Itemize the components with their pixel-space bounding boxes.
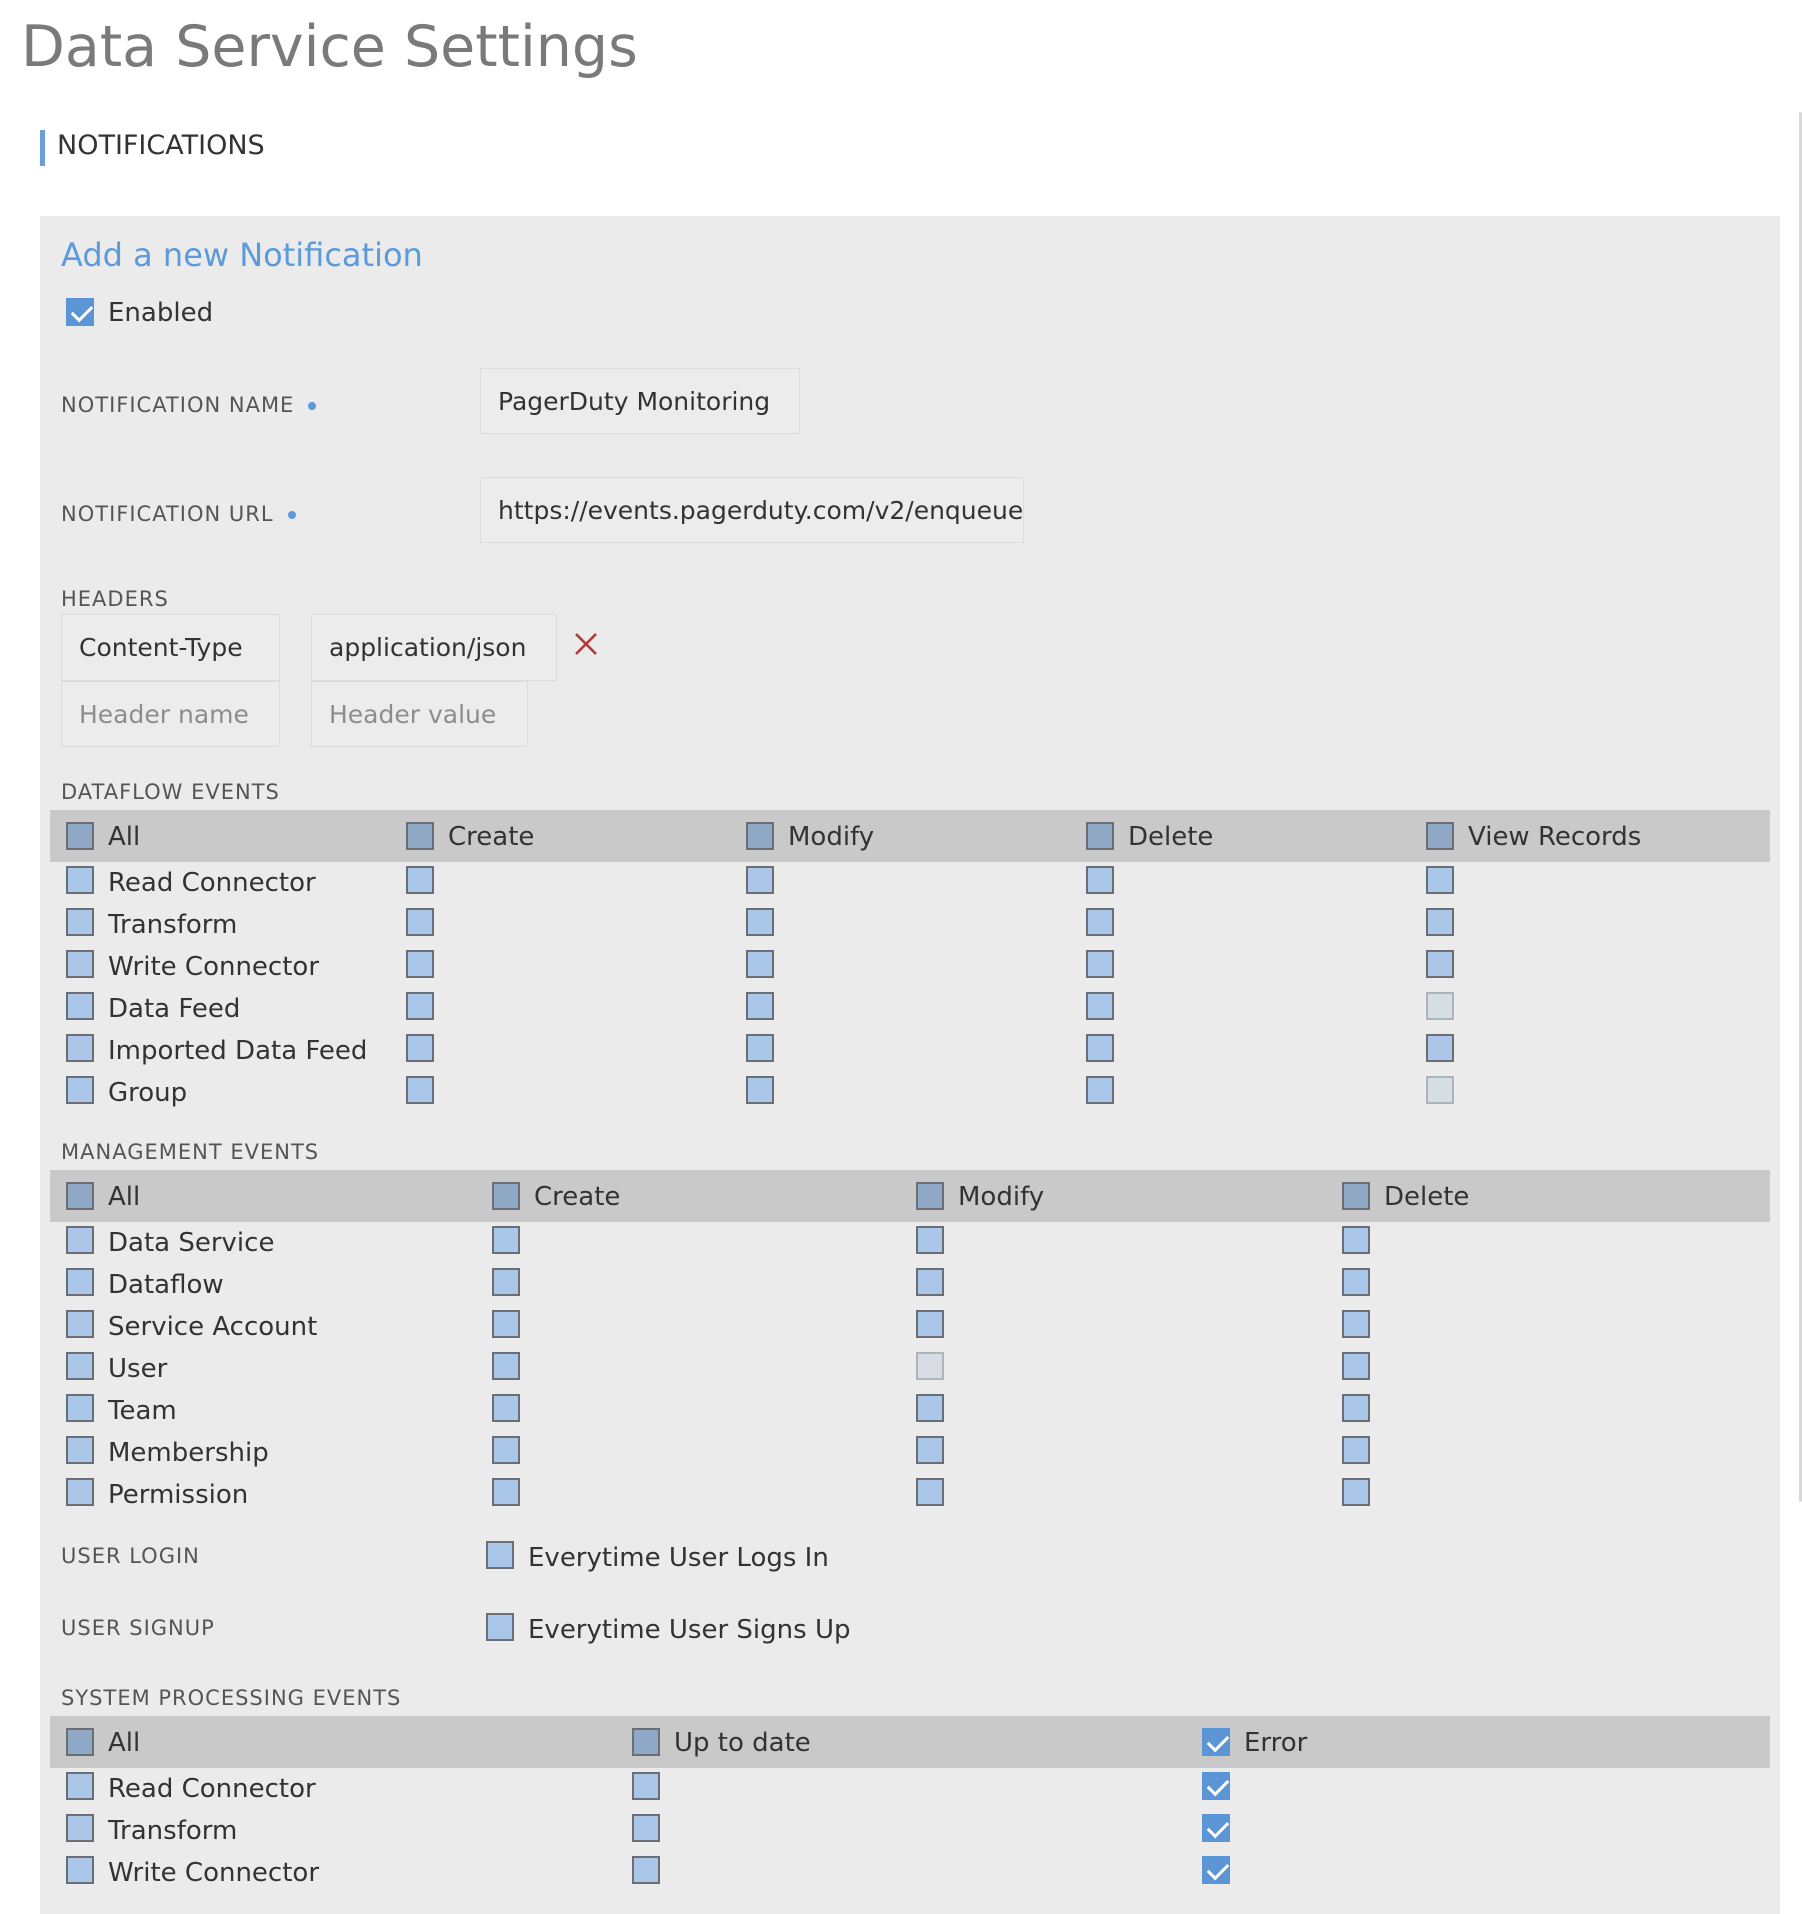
management-row-label: User	[108, 1354, 168, 1384]
system-transform-error-checkbox[interactable]	[1202, 1814, 1230, 1842]
dataflow-create-header-checkbox[interactable]	[406, 822, 434, 850]
dataflow-write-connector-checkbox[interactable]	[66, 950, 94, 978]
management-column-create: Create	[534, 1182, 621, 1212]
system-up-to-date-header-checkbox[interactable]	[632, 1728, 660, 1756]
dataflow-transform-modify-checkbox[interactable]	[746, 908, 774, 936]
dataflow-data-feed-view-records-checkbox	[1426, 992, 1454, 1020]
dataflow-transform-delete-checkbox[interactable]	[1086, 908, 1114, 936]
user-signup-checkbox[interactable]	[486, 1613, 514, 1641]
dataflow-column-modify: Modify	[788, 822, 875, 852]
management-user-modify-checkbox	[916, 1352, 944, 1380]
dataflow-group-view-records-checkbox	[1426, 1076, 1454, 1104]
system-row-label: Read Connector	[108, 1774, 316, 1804]
management-service-account-modify-checkbox[interactable]	[916, 1310, 944, 1338]
system-column-all: All	[108, 1728, 141, 1758]
management-membership-delete-checkbox[interactable]	[1342, 1436, 1370, 1464]
dataflow-write-connector-create-checkbox[interactable]	[406, 950, 434, 978]
dataflow-group-create-checkbox[interactable]	[406, 1076, 434, 1104]
close-icon[interactable]	[571, 629, 601, 659]
form-title: Add a new Notification	[61, 236, 423, 274]
dataflow-read-connector-checkbox[interactable]	[66, 866, 94, 894]
management-row-label: Data Service	[108, 1228, 275, 1258]
management-membership-create-checkbox[interactable]	[492, 1436, 520, 1464]
dataflow-group-delete-checkbox[interactable]	[1086, 1076, 1114, 1104]
management-dataflow-modify-checkbox[interactable]	[916, 1268, 944, 1296]
system-error-header-checkbox[interactable]	[1202, 1728, 1230, 1756]
system-header-row	[50, 1716, 1770, 1768]
dataflow-transform-checkbox[interactable]	[66, 908, 94, 936]
management-column-all: All	[108, 1182, 141, 1212]
management-user-create-checkbox[interactable]	[492, 1352, 520, 1380]
system-write-connector-error-checkbox[interactable]	[1202, 1856, 1230, 1884]
notification-url-input[interactable]: https://events.pagerduty.com/v2/enqueue	[480, 477, 1024, 543]
system-read-connector-up-to-date-checkbox[interactable]	[632, 1772, 660, 1800]
notification-url-label: NOTIFICATION URL	[61, 502, 296, 526]
management-all-header-checkbox[interactable]	[66, 1182, 94, 1210]
dataflow-column-view-records: View Records	[1468, 822, 1642, 852]
dataflow-imported-data-feed-create-checkbox[interactable]	[406, 1034, 434, 1062]
dataflow-row-label: Write Connector	[108, 952, 320, 982]
section-accent-bar	[40, 130, 45, 166]
management-row-label: Permission	[108, 1480, 249, 1510]
dataflow-read-connector-modify-checkbox[interactable]	[746, 866, 774, 894]
headers-label: HEADERS	[61, 587, 169, 611]
management-team-create-checkbox[interactable]	[492, 1394, 520, 1422]
dataflow-write-connector-modify-checkbox[interactable]	[746, 950, 774, 978]
dataflow-data-feed-modify-checkbox[interactable]	[746, 992, 774, 1020]
dataflow-row-label: Read Connector	[108, 868, 316, 898]
management-dataflow-checkbox[interactable]	[66, 1268, 94, 1296]
dataflow-row-label: Data Feed	[108, 994, 241, 1024]
dataflow-data-feed-checkbox[interactable]	[66, 992, 94, 1020]
system-row-label: Transform	[108, 1816, 238, 1846]
dataflow-write-connector-delete-checkbox[interactable]	[1086, 950, 1114, 978]
management-permission-create-checkbox[interactable]	[492, 1478, 520, 1506]
management-row-label: Team	[108, 1396, 177, 1426]
system-write-connector-up-to-date-checkbox[interactable]	[632, 1856, 660, 1884]
system-column-error: Error	[1244, 1728, 1308, 1758]
system-write-connector-checkbox[interactable]	[66, 1856, 94, 1884]
enabled-label: Enabled	[108, 298, 214, 328]
management-user-delete-checkbox[interactable]	[1342, 1352, 1370, 1380]
user-signup-label: USER SIGNUP	[61, 1616, 215, 1640]
dataflow-modify-header-checkbox[interactable]	[746, 822, 774, 850]
dataflow-delete-header-checkbox[interactable]	[1086, 822, 1114, 850]
dataflow-view-records-header-checkbox[interactable]	[1426, 822, 1454, 850]
notification-name-input[interactable]: PagerDuty Monitoring	[480, 368, 800, 434]
management-row-label: Membership	[108, 1438, 269, 1468]
system-transform-checkbox[interactable]	[66, 1814, 94, 1842]
management-permission-checkbox[interactable]	[66, 1478, 94, 1506]
system-read-connector-checkbox[interactable]	[66, 1772, 94, 1800]
system-all-header-checkbox[interactable]	[66, 1728, 94, 1756]
dataflow-group-modify-checkbox[interactable]	[746, 1076, 774, 1104]
management-membership-checkbox[interactable]	[66, 1436, 94, 1464]
management-data-service-checkbox[interactable]	[66, 1226, 94, 1254]
management-team-delete-checkbox[interactable]	[1342, 1394, 1370, 1422]
system-transform-up-to-date-checkbox[interactable]	[632, 1814, 660, 1842]
system-row-label: Write Connector	[108, 1858, 320, 1888]
new-header-value-input[interactable]: Header value	[311, 681, 528, 747]
management-column-modify: Modify	[958, 1182, 1045, 1212]
management-events-label: MANAGEMENT EVENTS	[61, 1140, 320, 1164]
dataflow-row-label: Transform	[108, 910, 238, 940]
user-login-option: Everytime User Logs In	[528, 1543, 829, 1573]
required-indicator	[288, 511, 296, 519]
system-events-label: SYSTEM PROCESSING EVENTS	[61, 1686, 402, 1710]
management-delete-header-checkbox[interactable]	[1342, 1182, 1370, 1210]
enabled-checkbox[interactable]	[66, 298, 94, 326]
management-data-service-create-checkbox[interactable]	[492, 1226, 520, 1254]
management-modify-header-checkbox[interactable]	[916, 1182, 944, 1210]
management-create-header-checkbox[interactable]	[492, 1182, 520, 1210]
dataflow-row-label: Imported Data Feed	[108, 1036, 368, 1066]
management-service-account-delete-checkbox[interactable]	[1342, 1310, 1370, 1338]
management-data-service-delete-checkbox[interactable]	[1342, 1226, 1370, 1254]
dataflow-read-connector-delete-checkbox[interactable]	[1086, 866, 1114, 894]
management-row-label: Dataflow	[108, 1270, 224, 1300]
dataflow-imported-data-feed-delete-checkbox[interactable]	[1086, 1034, 1114, 1062]
page-title: Data Service Settings	[21, 14, 638, 80]
dataflow-imported-data-feed-checkbox[interactable]	[66, 1034, 94, 1062]
dataflow-read-connector-create-checkbox[interactable]	[406, 866, 434, 894]
dataflow-transform-view-records-checkbox[interactable]	[1426, 908, 1454, 936]
dataflow-all-header-checkbox[interactable]	[66, 822, 94, 850]
notification-name-label: NOTIFICATION NAME	[61, 393, 316, 417]
header-name-input[interactable]: Content-Type	[61, 614, 280, 681]
dataflow-data-feed-create-checkbox[interactable]	[406, 992, 434, 1020]
management-service-account-create-checkbox[interactable]	[492, 1310, 520, 1338]
management-column-delete: Delete	[1384, 1182, 1470, 1212]
dataflow-transform-create-checkbox[interactable]	[406, 908, 434, 936]
management-membership-modify-checkbox[interactable]	[916, 1436, 944, 1464]
required-indicator	[308, 402, 316, 410]
dataflow-group-checkbox[interactable]	[66, 1076, 94, 1104]
management-header-row	[50, 1170, 1770, 1222]
management-team-checkbox[interactable]	[66, 1394, 94, 1422]
header-value-input[interactable]: application/json	[311, 614, 557, 681]
new-header-name-input[interactable]: Header name	[61, 681, 280, 747]
system-column-up-to-date: Up to date	[674, 1728, 811, 1758]
dataflow-imported-data-feed-modify-checkbox[interactable]	[746, 1034, 774, 1062]
dataflow-imported-data-feed-view-records-checkbox[interactable]	[1426, 1034, 1454, 1062]
system-read-connector-error-checkbox[interactable]	[1202, 1772, 1230, 1800]
dataflow-data-feed-delete-checkbox[interactable]	[1086, 992, 1114, 1020]
management-team-modify-checkbox[interactable]	[916, 1394, 944, 1422]
user-login-label: USER LOGIN	[61, 1544, 200, 1568]
dataflow-column-all: All	[108, 822, 141, 852]
section-heading: NOTIFICATIONS	[57, 130, 265, 161]
management-permission-delete-checkbox[interactable]	[1342, 1478, 1370, 1506]
management-data-service-modify-checkbox[interactable]	[916, 1226, 944, 1254]
management-user-checkbox[interactable]	[66, 1352, 94, 1380]
user-signup-option: Everytime User Signs Up	[528, 1615, 851, 1645]
management-service-account-checkbox[interactable]	[66, 1310, 94, 1338]
management-dataflow-delete-checkbox[interactable]	[1342, 1268, 1370, 1296]
management-permission-modify-checkbox[interactable]	[916, 1478, 944, 1506]
dataflow-column-delete: Delete	[1128, 822, 1214, 852]
management-row-label: Service Account	[108, 1312, 318, 1342]
dataflow-events-label: DATAFLOW EVENTS	[61, 780, 280, 804]
dataflow-row-label: Group	[108, 1078, 188, 1108]
dataflow-read-connector-view-records-checkbox[interactable]	[1426, 866, 1454, 894]
dataflow-column-create: Create	[448, 822, 535, 852]
dataflow-write-connector-view-records-checkbox[interactable]	[1426, 950, 1454, 978]
user-login-checkbox[interactable]	[486, 1541, 514, 1569]
management-dataflow-create-checkbox[interactable]	[492, 1268, 520, 1296]
